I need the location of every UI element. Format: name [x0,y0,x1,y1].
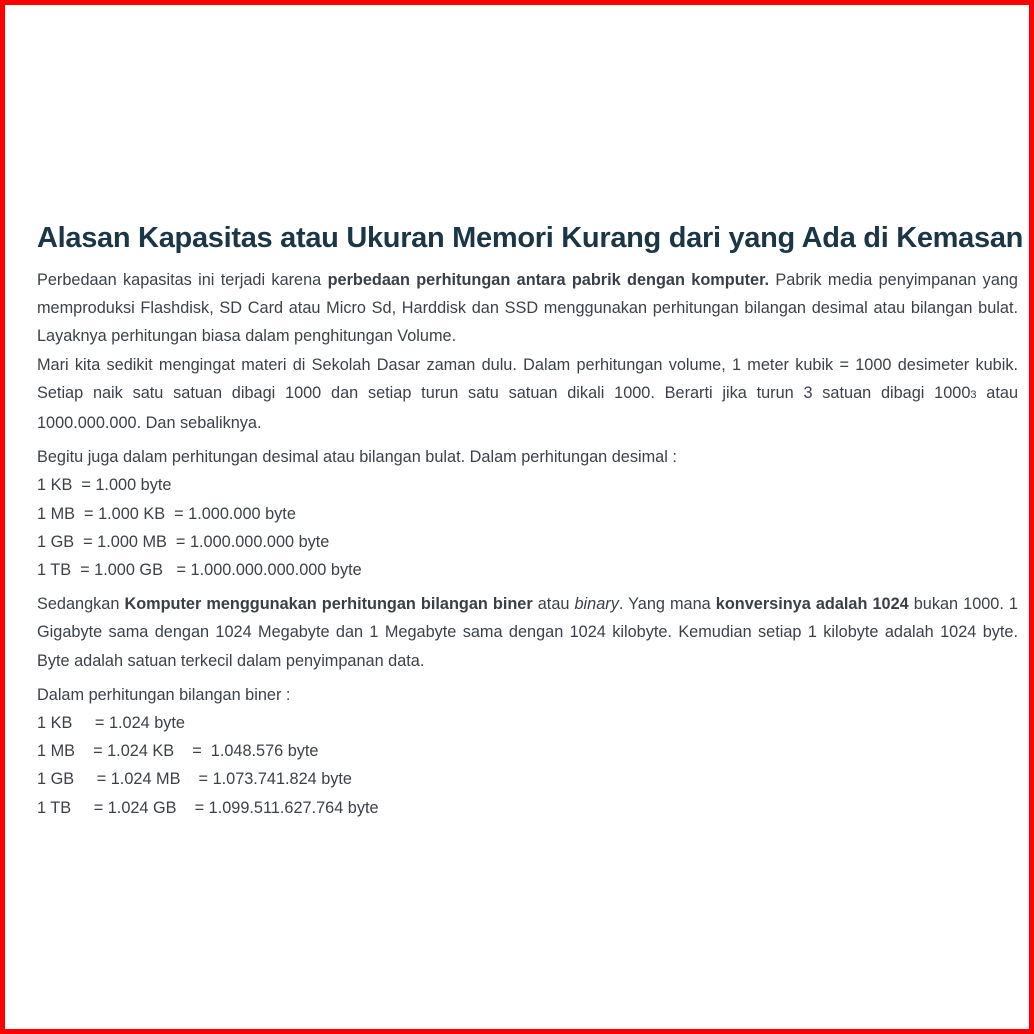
paragraph-decimal-intro: Begitu juga dalam perhitungan desimal atau bilangan bulat. Dalam perhitungan desimal : [37,448,677,467]
paragraph-binary [37,590,1018,675]
decimal-conversion-list [37,471,1018,584]
binary-italic: binary [574,595,619,614]
binary-bold-2: konversinya adalah 1024 [715,595,909,614]
binary-text-2: atau [532,595,575,614]
binary-line-mb: 1 MB = 1.024 KB = 1.048.576 byte [37,742,319,761]
binary-text-1: Sedangkan [37,595,125,614]
decimal-line-gb: 1 GB = 1.000 MB = 1.000.000.000 byte [37,532,330,551]
decimal-line-tb: 1 TB = 1.000 GB = 1.000.000.000.000 byte [37,561,362,580]
binary-line-gb: 1 GB = 1.024 MB = 1.073.741.824 byte [37,770,352,789]
volume-text: Mari kita sedikit mengingat materi di Sekolah Dasar zaman dulu. Dalam perhitungan volume, 1 meter kubik = 1000 desimeter kubik. Setiap naik satu satuan dibagi 1000 dan setiap turun satu satuan dikali 1000. Berarti jika turun 3 satuan dibagi 1000 [37,355,1018,402]
binary-text-4: bukan 1000. 1 Gigabyte sama dengan 1024 Megabyte dan 1 Megabyte sama dengan 1024 kilobyte. Kemudian setiap 1 kilobyte adalah 1024 byte. Byte adalah satuan terkecil dalam penyimpanan data. [37,595,1018,670]
article [37,218,1024,822]
binary-line-tb: 1 TB = 1.024 GB = 1.099.511.627.764 byte [37,798,379,817]
paragraph-volume [37,351,1018,438]
volume-exponent: 3 [970,388,977,401]
binary-text-3: . Yang mana [618,595,716,614]
intro-text: Perbedaan kapasitas ini terjadi karena [37,271,328,289]
intro-bold-text: perbedaan perhitungan antara pabrik dengan komputer. [327,271,770,289]
article-title: Alasan Kapasitas atau Ukuran Memori Kurang dari yang Ada di Kemasan [37,222,1024,254]
decimal-line-mb: 1 MB = 1.000 KB = 1.000.000 byte [37,504,296,523]
decimal-line-kb: 1 KB = 1.000 byte [37,476,172,495]
paragraph-binary-intro: Dalam perhitungan bilangan biner : [37,685,291,704]
binary-bold-1: Komputer menggunakan perhitungan bilangan biner [124,595,533,614]
volume-text-rest: atau 1000.000.000. Dan sebaliknya. [37,383,1018,433]
paragraph-intro [37,266,1018,351]
intro-text-rest: Pabrik media penyimpanan yang memproduksi Flashdisk, SD Card atau Micro Sd, Harddisk dan SSD menggunakan perhitungan bilangan desimal atau bilangan bulat. Layaknya perhitungan biasa dalam penghitungan Volume. [37,271,1018,346]
binary-line-kb: 1 KB = 1.024 byte [37,714,185,733]
binary-conversion-list [37,709,1018,822]
